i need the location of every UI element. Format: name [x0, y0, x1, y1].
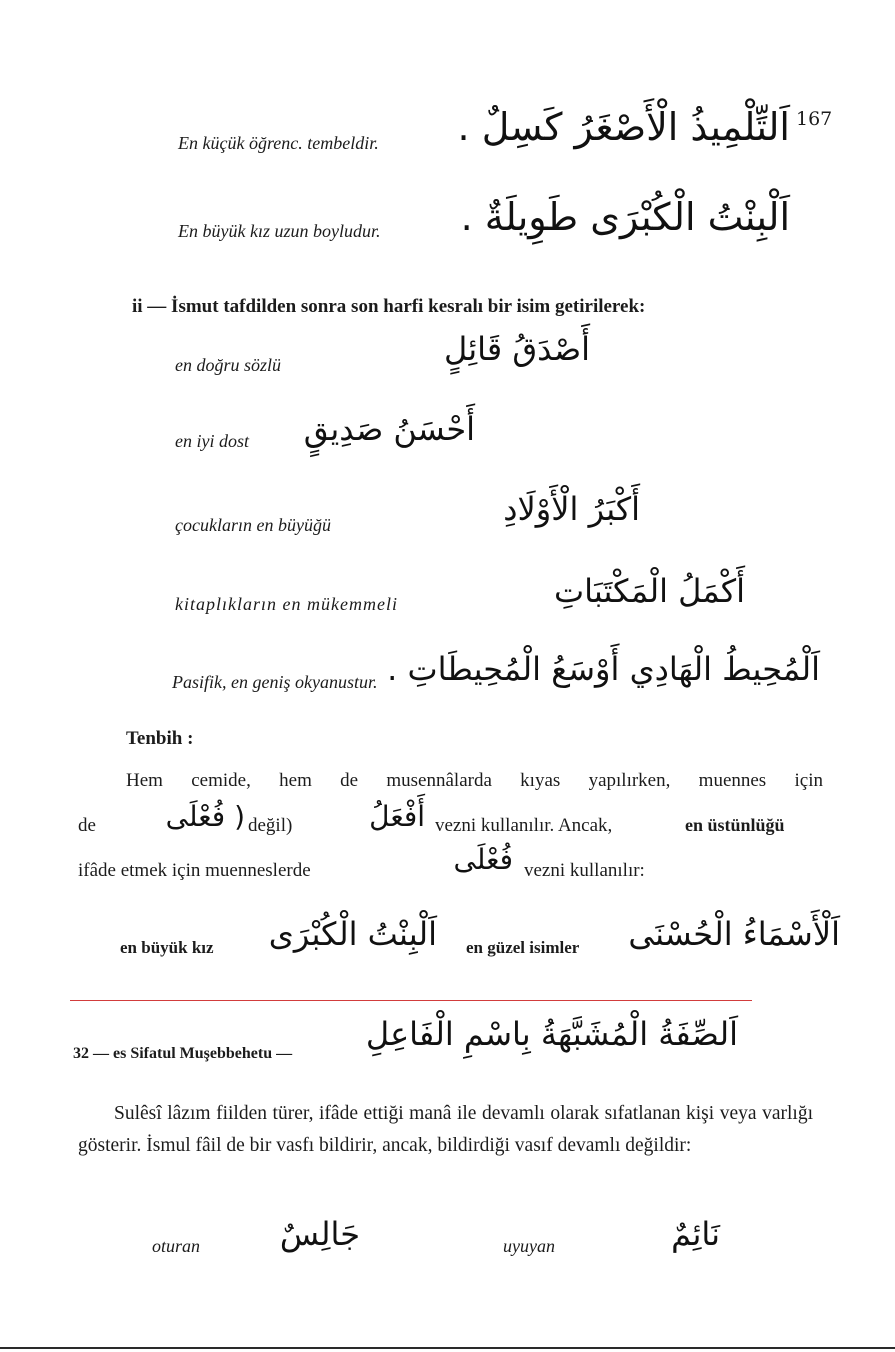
example-arabic: أَصْدَقُ قَائِلٍ — [443, 330, 590, 368]
tenbih-text: değil) — [248, 815, 293, 836]
example-arabic: اَلْبِنْتُ الْكُبْرَى — [268, 915, 437, 953]
example-translation: Pasifik, en geniş okyanustur. — [172, 672, 378, 692]
divider-line — [70, 1000, 752, 1001]
example-translation: uyuyan — [503, 1236, 555, 1256]
example-translation: oturan — [152, 1236, 201, 1256]
section-heading-32: 32 — es Sifatul Muşebbehetu — — [73, 1045, 293, 1062]
paragraph — [78, 1098, 813, 1162]
example-translation: kitaplıkların en mükemmeli — [175, 594, 398, 614]
example-arabic: اَلْبِنْتُ الْكُبْرَى طَوِيلَةٌ . — [460, 195, 790, 239]
tenbih-text: de — [78, 815, 96, 836]
tenbih-title: Tenbih : — [126, 728, 194, 749]
page-number: 167 — [796, 108, 833, 130]
example-arabic: اَلْأَسْمَاءُ الْحُسْنَى — [628, 915, 840, 953]
section-heading-ii: ii — İsmut tafdilden sonra son harfi kesralı bir isim getirilerek: — [132, 296, 646, 317]
example-translation: en doğru sözlü — [175, 355, 282, 375]
example-arabic: نَائِمٌ — [671, 1215, 720, 1253]
example-arabic: اَلْمُحِيطُ الْهَادِي أَوْسَعُ الْمُحِيطَاتِ . — [387, 650, 820, 688]
tenbih-arabic: ( فُعْلَى — [165, 800, 245, 833]
example-translation: En büyük kız uzun boyludur. — [178, 221, 381, 241]
example-arabic: أَكْبَرُ الْأَوْلَادِ — [503, 490, 640, 528]
tenbih-text: vezni kullanılır: — [524, 860, 645, 881]
page-bottom-edge — [0, 1347, 895, 1349]
example-translation: En küçük öğrenc. tembeldir. — [178, 133, 379, 153]
tenbih-emphasis: en üstünlüğü — [685, 815, 785, 835]
example-translation: en iyi dost — [175, 431, 249, 451]
example-arabic: جَالِسٌ — [279, 1215, 360, 1253]
example-translation: en büyük kız — [120, 938, 214, 957]
tenbih-arabic: فُعْلَى — [453, 843, 513, 876]
tenbih-arabic: أَفْعَلُ — [369, 800, 425, 833]
section-heading-arabic: اَلصِّفَةُ الْمُشَبَّهَةُ بِاسْمِ الْفَاعِلِ — [365, 1015, 738, 1053]
example-translation: çocukların en büyüğü — [175, 515, 331, 535]
example-arabic: أَكْمَلُ الْمَكْتَبَاتِ — [553, 572, 745, 610]
tenbih-text: ifâde etmek için muenneslerde — [78, 860, 311, 881]
tenbih-text: vezni kullanılır. Ancak, — [435, 815, 613, 836]
tenbih-line: Hem cemide, hem de musennâlarda kıyas yapılırken, muennes için — [126, 770, 823, 791]
example-arabic: اَلتِّلْمِيذُ الْأَصْغَرُ كَسِلٌ . — [457, 105, 790, 149]
paragraph-text: Sulêsî lâzım fiilden türer, ifâde ettiği manâ ile devamlı olarak sıfatlanan kişi veya varlığı gösterir. İsmul fâil de bir vasfı bildirir, ancak, bildirdiği vasıf devamlı değildir: — [78, 1103, 813, 1156]
example-arabic: أَحْسَنُ صَدِيقٍ — [303, 410, 475, 448]
example-translation: en güzel isimler — [466, 938, 580, 957]
